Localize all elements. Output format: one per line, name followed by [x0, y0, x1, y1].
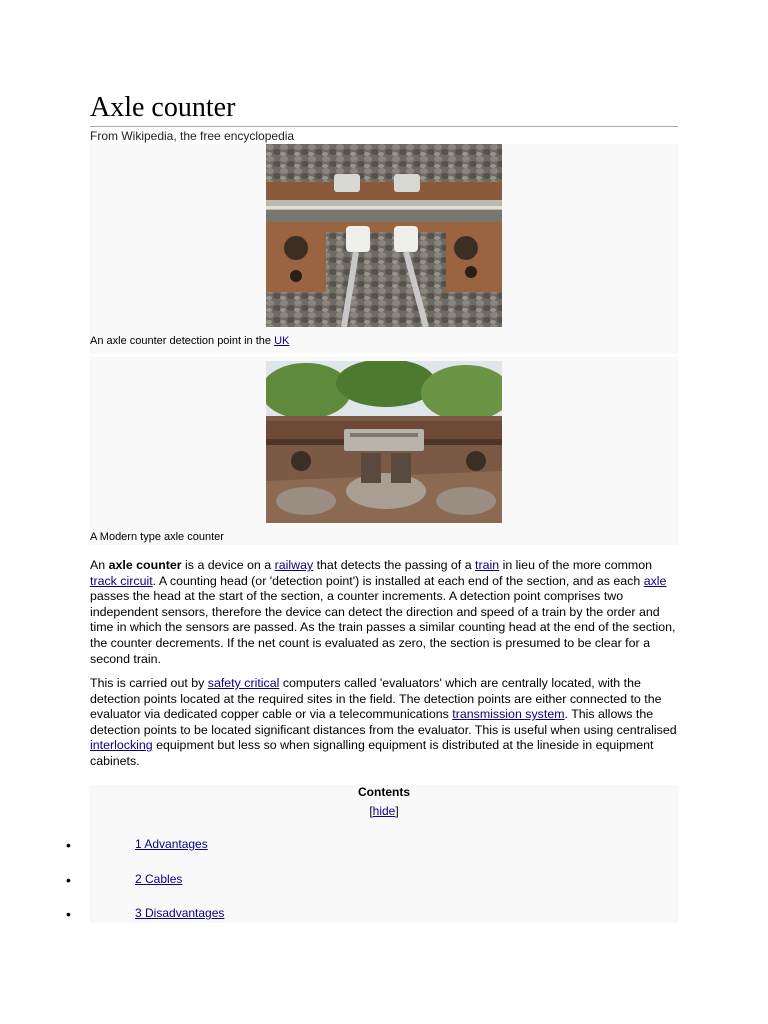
railway-link[interactable]: railway [274, 558, 314, 572]
p2-text-3: equipment but less so when signalling equipment is distributed at the lineside in equipment cabinets. [90, 738, 654, 768]
p2-text-1: computers called 'evaluators' which are centrally located, with the detection points located at the required sites in the field. The detection points are either connected to the evaluator via dedicated copper cable or via a telecommunications [90, 676, 662, 722]
toc-hide-link[interactable]: hide [372, 804, 396, 818]
figure-2-caption: A Modern type axle counter [90, 531, 224, 543]
bullet-icon: • [66, 906, 71, 922]
evaluators-paragraph [90, 676, 680, 770]
transmission-system-link[interactable]: transmission system [452, 707, 565, 722]
figure-1-caption [90, 335, 289, 347]
toc-item-disadvantages[interactable]: 3 Disadvantages [135, 906, 225, 920]
table-of-contents [90, 785, 678, 923]
p1-text-1: is a device on a [181, 558, 275, 572]
p2-text-0: This is carried out by [90, 676, 208, 690]
toc-bracket-open: [ [369, 804, 373, 818]
toc-item-cables[interactable]: 2 Cables [135, 872, 183, 886]
bullet-icon: • [66, 872, 71, 888]
toc-bracket-close: ] [395, 804, 399, 818]
p1-text-5: passes the head at the start of the section, a counter increments. A detection point comprises two independent sensors, therefore the device can detect the direction and speed of a train by the order and time in which the sensors are passed. As the train passes a similar counting head at the end of the section, the counter decrements. If the net count is evaluated as zero, the section is presumed to be clear for a second train. [90, 589, 676, 666]
axle-link[interactable]: axle [643, 573, 667, 588]
bullet-icon: • [66, 837, 71, 853]
p1-text-0: An [90, 558, 109, 572]
toc-item-advantages[interactable]: 1 Advantages [135, 837, 208, 851]
toc-hide-control [90, 804, 678, 818]
uk-link[interactable]: UK [274, 335, 290, 347]
figure-1 [90, 144, 678, 354]
interlocking-link[interactable]: interlocking [90, 738, 153, 753]
axle-counter-bold: axle counter [108, 558, 182, 572]
p1-text-4: . A counting head (or 'detection point') is installed at each end of the section, and as each [152, 573, 644, 588]
track-circuit-link[interactable]: track circuit [90, 573, 153, 588]
train-link[interactable]: train [475, 558, 500, 572]
figure-2 [90, 357, 678, 545]
modern-axle-counter-photo-icon[interactable] [266, 361, 502, 523]
tagline: From Wikipedia, the free encyclopedia [90, 129, 295, 143]
p2-text-2: . This allows the detection points to be located significant distances from the evaluator. This is useful when using centralised [90, 707, 677, 737]
toc-title: Contents [358, 785, 410, 799]
safety-critical-link[interactable]: safety critical [207, 676, 280, 690]
figure-1-caption-text: An axle counter detection point in the [90, 335, 275, 347]
page-title: Axle counter [90, 92, 678, 127]
p1-text-3: in lieu of the more common [499, 558, 653, 572]
intro-paragraph [90, 558, 680, 667]
p1-text-2: that detects the passing of a [313, 558, 476, 572]
railway-track-detection-point-photo-icon[interactable] [266, 144, 502, 327]
